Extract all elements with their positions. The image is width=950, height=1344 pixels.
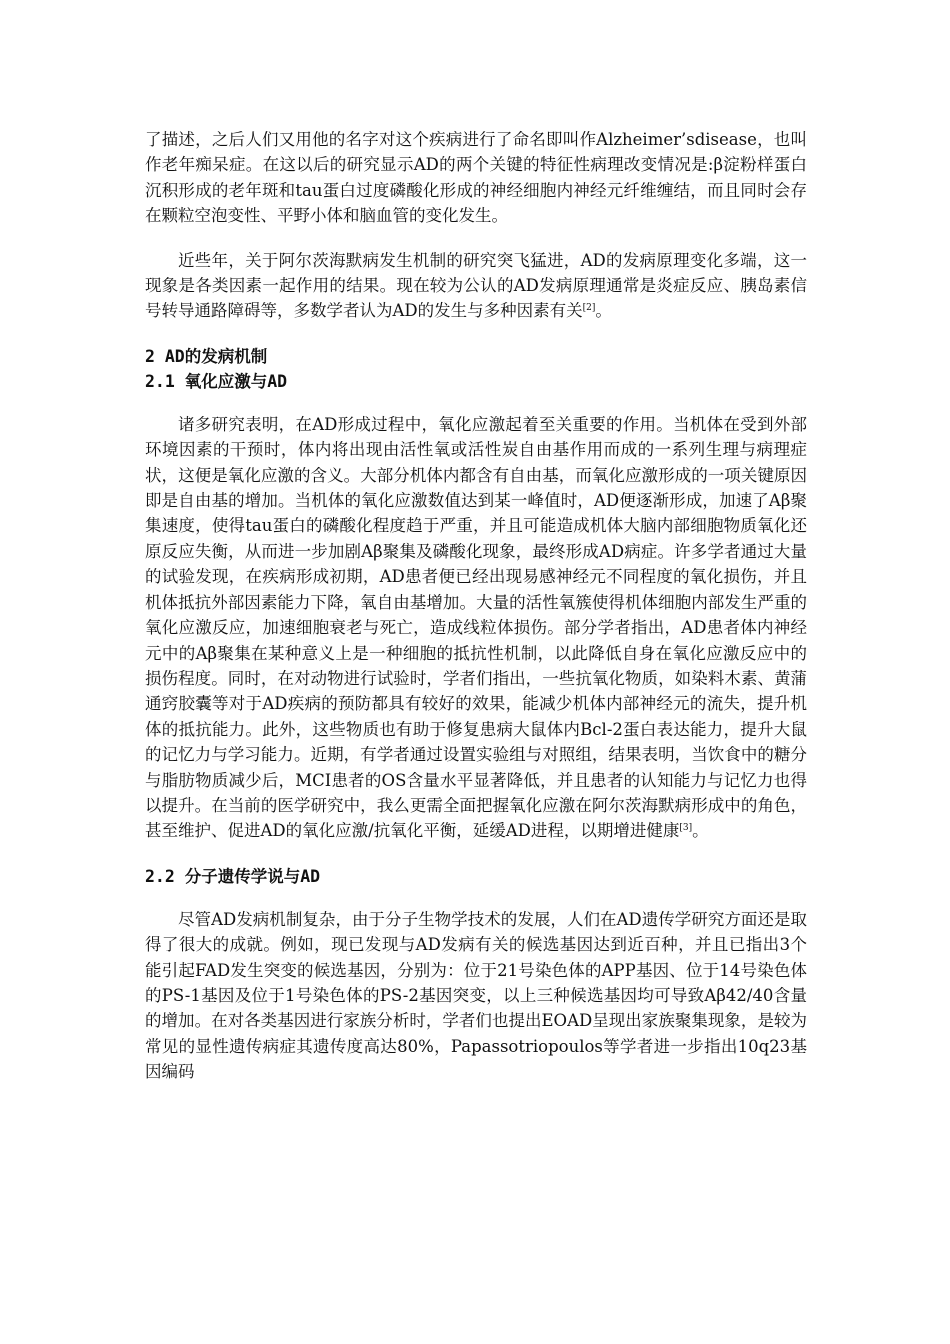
citation-ref: [3] (679, 823, 693, 834)
paragraph-genetics: 尽管AD发病机制复杂，由于分子生物学技术的发展，人们在AD遗传学研究方面还是取得了很大的成就。例如，现已发现与AD发病有关的候选基因达到近百种，并且已指出3个能引起FAD发生突变的候选基因，分别为：位于21号染色体的APP基因、位于14号染色体的PS-1基因及位于1号染色体的PS-2基因突变，以上三种候选基因均可导致Aβ42/40含量的增加。在对各类基因进行家族分析时，学者们也提出EOAD呈现出家族聚集现象，是较为常见的显性遗传病症其遗传度高达80%，Papassotriopoulos等学者进一步指出10q23基因编码 (145, 909, 807, 1082)
subsection-heading-genetics: 2.2 分子遗传学说与AD (145, 866, 321, 886)
section-heading: 2 AD的发病机制 (145, 346, 268, 366)
paragraph-recent-research (145, 248, 807, 324)
paragraph-oxidative-stress (145, 412, 807, 844)
document-page (145, 127, 807, 1085)
paragraph-end: 。 (595, 301, 612, 321)
paragraph-end: 。 (692, 821, 709, 841)
paragraph-text: 近些年，关于阿尔茨海默病发生机制的研究突飞猛进，AD的发病原理变化多端，这一现象是各类因素一起作用的结果。现在较为公认的AD发病原理通常是炎症反应、胰岛素信号转导通路障碍等，多数学者认为AD的发生与多种因素有关 (145, 250, 807, 321)
citation-ref: [2] (582, 303, 596, 314)
paragraph-text: 诸多研究表明，在AD形成过程中，氧化应激起着至关重要的作用。当机体在受到外部环境因素的干预时，体内将出现由活性氧或活性炭自由基作用而成的一系列生理与病理症状，这便是氧化应激的含义。大部分机体内都含有自由基，而氧化应激形成的一项关键原因即是自由基的增加。当机体的氧化应激数值达到某一峰值时，AD便逐渐形成，加速了Aβ聚集速度，使得tau蛋白的磷酸化程度趋于严重，并且可能造成机体大脑内部细胞物质氧化还原反应失衡，从而进一步加剧Aβ聚集及磷酸化现象，最终形成AD病症。许多学者通过大量的试验发现，在疾病形成初期，AD患者便已经出现易感神经元不同程度的氧化损伤，并且机体抵抗外部因素能力下降，氧自由基增加。大量的活性氧簇使得机体细胞内部发生严重的氧化应激反应，加速细胞衰老与死亡，造成线粒体损伤。部分学者指出，AD患者体内神经元中的Aβ聚集在某种意义上是一种细胞的抵抗性机制，以此降低自身在氧化应激反应中的损伤程度。同时，在对动物进行试验时，学者们指出，一些抗氧化物质，如染料木素、黄蒲通窍胶囊等对于AD疾病的预防都具有较好的效果，能减少机体内部神经元的流失，提升机体的抵抗能力。此外，这些物质也有助于修复患病大鼠体内Bcl-2蛋白表达能力，提升大鼠的记忆力与学习能力。近期，有学者通过设置实验组与对照组，结果表明，当饮食中的糖分与脂肪物质减少后，MCI患者的OS含量水平显著降低，并且患者的认知能力与记忆力也得以提升。在当前的医学研究中，我么更需全面把握氧化应激在阿尔茨海默病形成中的角色，甚至维护、促进AD的氧化应激/抗氧化平衡，延缓AD进程，以期增进健康 (145, 414, 807, 841)
subsection-heading-oxidative-stress: 2.1 氧化应激与AD (145, 371, 288, 391)
paragraph-intro-continuation: 了描述，之后人们又用他的名字对这个疾病进行了命名即叫作Alzheimer’sdisease，也叫作老年痴呆症。在这以后的研究显示AD的两个关键的特征性病理改变情况是:β淀粉样蛋白沉积形成的老年斑和tau蛋白过度磷酸化形成的神经细胞内神经元纤维缠结，而且同时会存在颗粒空泡变性、平野小体和脑血管的变化发生。 (145, 130, 807, 226)
